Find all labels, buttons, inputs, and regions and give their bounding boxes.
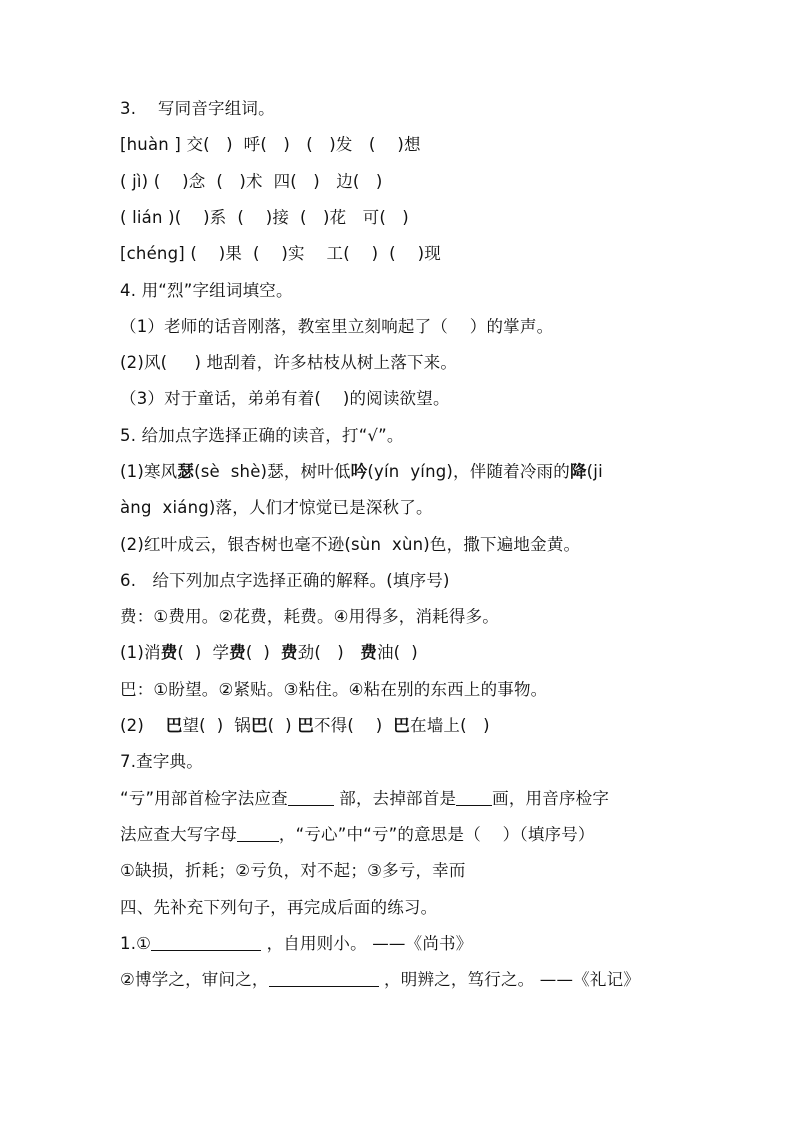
q6-dotted-char: 巴: [297, 716, 314, 735]
answer-blank[interactable]: [269, 970, 379, 987]
q6-ba-definitions: 巴：①盼望。②紧贴。③粘住。④粘在别的东西上的事物。: [120, 680, 548, 699]
q4-item-1: （1）老师的话音刚落，教室里立刻响起了（ ）的掌声。: [120, 317, 554, 336]
q6-text: 望( ) 锅: [182, 716, 251, 735]
q5-text: (sè shè)瑟，树叶低: [194, 462, 351, 481]
q7-text: “亏”用部首检字法应查: [120, 789, 288, 808]
q6-dotted-char: 费: [280, 643, 298, 662]
q4-item-3: （3）对于童话，弟弟有着( )的阅读欲望。: [120, 389, 450, 408]
q7-text: ，“亏心”中“亏”的意思是（ ）（填序号）: [278, 825, 595, 844]
q6-title: 6. 给下列加点字选择正确的解释。(填序号): [120, 571, 450, 590]
section4-line-2: [120, 969, 640, 991]
q7-text: 法应查大写字母: [120, 825, 237, 844]
q6-text: ( ) 学: [177, 643, 230, 662]
q4-item-2: (2)风( ) 地刮着，许多枯枝从树上落下来。: [120, 353, 458, 372]
q6-fei-definitions: 费：①费用。②花费，耗费。④用得多，消耗得多。: [120, 607, 499, 626]
q3-row-huan: [huàn ] 交( ) 呼( ) ( )发 ( )想: [120, 135, 421, 154]
q5-title: 5. 给加点字选择正确的读音，打“√”。: [120, 426, 404, 445]
answer-blank[interactable]: [237, 825, 279, 842]
q7-line-1: [120, 788, 609, 810]
q6-text: ( ): [245, 643, 281, 662]
q6-dotted-char: 巴: [165, 716, 183, 735]
q6-dotted-char: 费: [229, 643, 246, 662]
q5-text: (1)寒风: [120, 462, 178, 481]
q7-text: 部，去掉部首是: [333, 789, 457, 808]
s4-text: 1.①: [120, 934, 152, 953]
q6-dotted-char: 费: [360, 643, 377, 662]
s4-text: ，自用则小。 ——《尚书》: [261, 934, 473, 953]
q6-dotted-char: 巴: [393, 716, 410, 735]
q3-row-lian: ( lián )( )系 ( )接 ( )花 可( ): [120, 208, 409, 227]
q7-line-2: [120, 824, 595, 846]
q6-dotted-char: 费: [160, 643, 178, 662]
q7-text: 画，用音序检字: [492, 789, 610, 808]
answer-blank[interactable]: [288, 789, 334, 806]
q5-item-1: [120, 461, 603, 483]
q6-text: (1)消: [120, 643, 161, 662]
q6-fei-items: [120, 642, 418, 664]
q6-text: 不得( ): [313, 716, 394, 735]
q7-options: ①缺损，折耗；②亏负，对不起；③多亏，幸而: [120, 861, 466, 880]
section4-title: 四、先补充下列句子，再完成后面的练习。: [120, 898, 438, 917]
answer-blank[interactable]: [151, 934, 261, 951]
q7-title: 7.查字典。: [120, 752, 203, 771]
answer-blank[interactable]: [456, 789, 492, 806]
q5-item-2: (2)红叶成云，银杏树也毫不逊(sùn xùn)色，撒下遍地金黄。: [120, 535, 581, 554]
s4-text: ②博学之，审问之，: [120, 970, 269, 989]
q6-dotted-char: 巴: [250, 716, 268, 735]
q6-text: ( ): [267, 716, 298, 735]
q5-dotted-char: 吟: [350, 462, 368, 481]
q5-dotted-char: 降: [569, 462, 587, 481]
q6-text: 在墙上( ): [410, 716, 490, 735]
section4-line-1: [120, 933, 472, 955]
q5-dotted-char: 瑟: [177, 462, 195, 481]
q3-row-cheng: [chéng] ( )果 ( )实 工( ) ( )现: [120, 244, 441, 263]
q5-text: (ji: [586, 462, 603, 481]
q4-title: 4. 用“烈”字组词填空。: [120, 281, 293, 300]
q5-item-1-cont: àng xiáng)落，人们才惊觉已是深秋了。: [120, 498, 433, 517]
s4-text: ，明辨之，笃行之。 ——《礼记》: [378, 970, 640, 989]
q6-text: 油( ): [376, 643, 418, 662]
q3-row-ji: ( jì) ( )念 ( )术 四( ) 边( ): [120, 172, 383, 191]
q3-title: 3. 写同音字组词。: [120, 99, 275, 118]
q6-text: (2): [120, 716, 166, 735]
q5-text: (yín yíng)，伴随着冷雨的: [367, 462, 570, 481]
q6-ba-items: [120, 715, 490, 737]
q6-text: 劲( ): [297, 643, 361, 662]
